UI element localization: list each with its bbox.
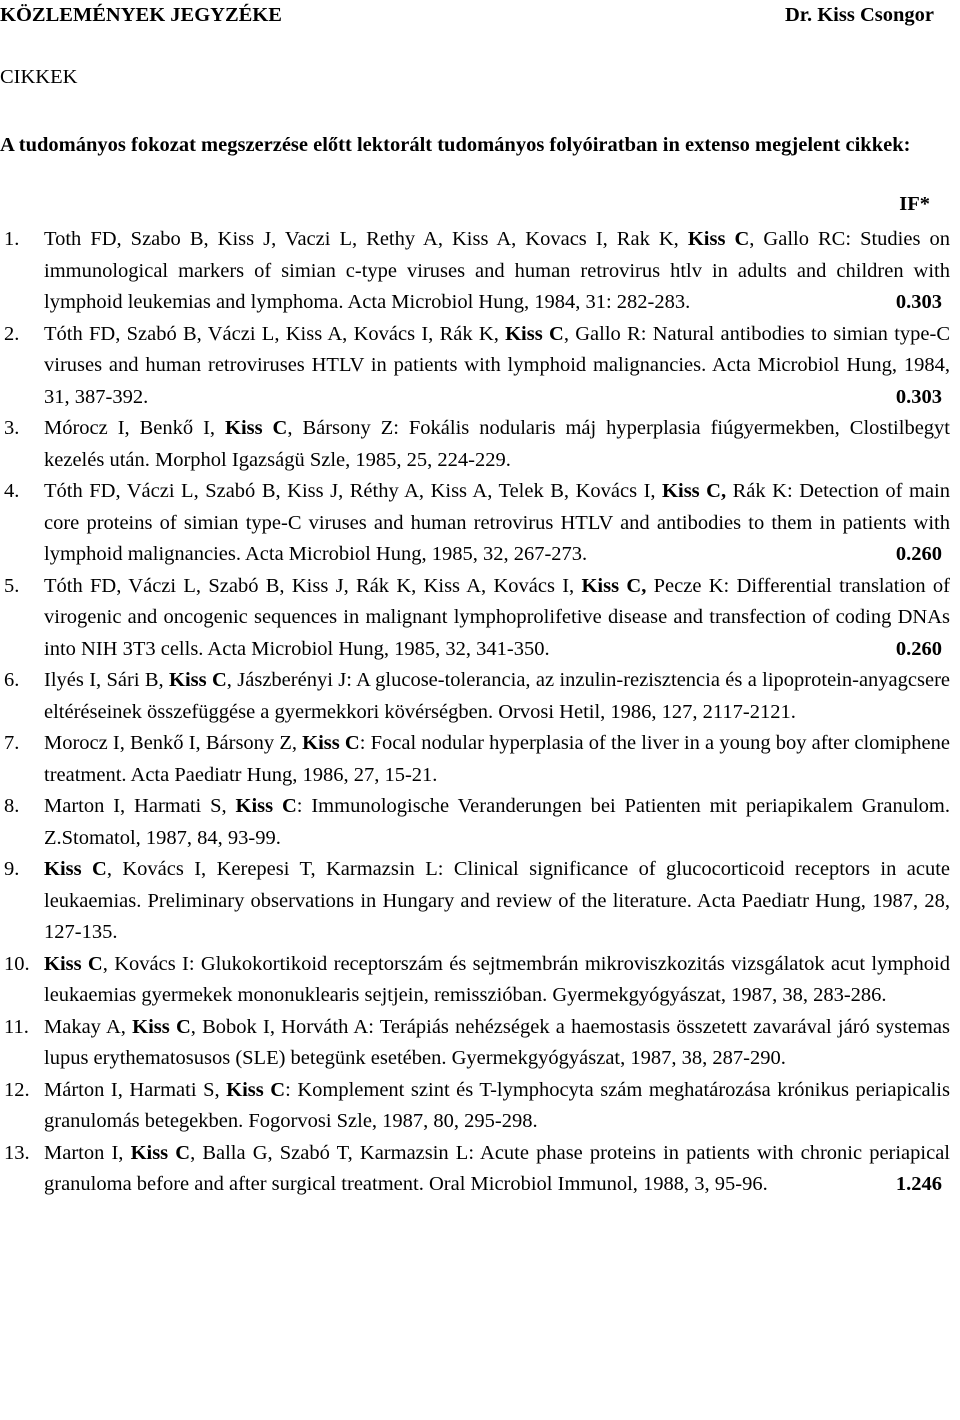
entry-citation: Rák K: Detection of main core proteins of simian type-C viruses and human retrovirus HTLV and antibodies to them in patients with lymphoid malignancies. Acta Microbiol Hung, 1985, 32, 267-273.: [44, 480, 950, 565]
entry-number: 3.: [4, 417, 20, 439]
entry-authors-before: Ilyés I, Sári B,: [44, 669, 170, 691]
entry-number: 5.: [4, 574, 20, 597]
entry-authors-before: Mórocz I, Benkő I,: [44, 417, 225, 439]
entry-author-highlight: Kiss C: [169, 669, 227, 691]
publication-entry: [0, 476, 955, 571]
entry-impact-factor: 0.303: [895, 385, 942, 408]
entry-citation: Pecze K: Differential translation of virogenic and oncogenic sequences in malignant lymphoprolifetive disease and transfection of coding DNAs into NIH 3T3 cells. Acta Microbiol Hung, 1985, 32, 341-350.: [44, 574, 951, 660]
entry-author-highlight: Kiss C: [226, 1078, 286, 1101]
entry-author-highlight: Kiss C: [225, 417, 288, 439]
entry-number: 13.: [4, 1141, 30, 1164]
entry-number: 10.: [4, 952, 30, 975]
entry-number: 2.: [4, 322, 20, 345]
entry-authors-before: Marton I, Harmati S,: [44, 795, 236, 817]
publication-entry: [0, 224, 955, 319]
publication-entry: [0, 1075, 955, 1138]
entry-authors-before: Tóth FD, Váczi L, Szabó B, Kiss J, Rák K, Kiss A, Kovács I,: [44, 574, 582, 597]
entry-citation: , Bársony Z: Fokális nodularis máj hyperplasia fiúgyermekben, Clostilbegyt kezelés után. Morphol Igazságü Szle, 1985, 25, 224-229.: [44, 417, 950, 471]
publication-list: [0, 224, 955, 1201]
entry-author-highlight: Kiss C: [132, 1015, 191, 1038]
entry-number: 9.: [4, 858, 20, 880]
publication-entry: [0, 791, 955, 854]
entry-author-highlight: Kiss C: [130, 1141, 191, 1164]
publication-entry: [0, 854, 955, 949]
entry-citation: , Bobok I, Horváth A: Terápiás nehézségek a haemostasis összetett zavarával járó systemas lupus erythematosusos (SLE) betegünk esetében. Gyermekgyógyászat, 1987, 38, 287-290.: [44, 1015, 951, 1069]
publication-entry: [0, 949, 955, 1012]
page-header: [0, 4, 934, 32]
intro-heading: A tudományos fokozat megszerzése előtt lektorált tudományos folyóiratban in extenso megjelent cikkek:: [0, 134, 911, 156]
entry-authors-before: Morocz I, Benkő I, Bársony Z,: [44, 732, 303, 754]
author-name: Dr. Kiss Csongor: [784, 4, 934, 26]
entry-number: 6.: [4, 669, 20, 691]
publication-entry: [0, 571, 955, 666]
entry-authors-before: Makay A,: [44, 1015, 133, 1038]
section-title: CIKKEK: [0, 66, 78, 88]
entry-impact-factor: 0.260: [895, 637, 942, 660]
entry-author-highlight: Kiss C: [687, 228, 750, 250]
entry-authors-before: Marton I,: [44, 1141, 131, 1164]
entry-author-highlight: Kiss C: [44, 952, 103, 975]
publication-entry: [0, 319, 955, 414]
publication-entry: [0, 728, 955, 791]
publication-entry: [0, 665, 955, 728]
entry-author-highlight: Kiss C: [505, 322, 564, 345]
entry-author-highlight: Kiss C: [302, 732, 360, 754]
entry-author-highlight: Kiss C,: [662, 480, 727, 502]
entry-citation: , Balla G, Szabó T, Karmazsin L: Acute phase proteins in patients with chronic periapical granuloma before and after surgical treatment. Oral Microbiol Immunol, 1988, 3, 95-96.: [44, 1141, 950, 1195]
entry-citation: : Komplement szint és T-lymphocyta szám meghatározása krónikus periapicalis granulomás betegekben. Fogorvosi Szle, 1987, 80, 295-298.: [44, 1078, 950, 1132]
document-title: KÖZLEMÉNYEK JEGYZÉKE: [0, 4, 282, 26]
entry-citation: , Jászberényi J: A glucose-tolerancia, az inzulin-rezisztencia és a lipoprotein-anyagcsere eltéréseinek összefüggése a gyermekkori kövérségben. Orvosi Hetil, 1986, 127, 2117-2121.: [44, 669, 950, 723]
entry-citation: , Kovács I, Kerepesi T, Karmazsin L: Clinical significance of glucocorticoid receptors in acute leukaemias. Preliminary observations in Hungary and review of the literature. Acta Paediatr Hung, 1987, 28, 127-135.: [44, 858, 950, 943]
entry-number: 8.: [4, 795, 20, 817]
publication-entry: [0, 1138, 955, 1201]
entry-impact-factor: 0.260: [895, 543, 942, 565]
entry-citation: , Kovács I: Glukokortikoid receptorszám és sejtmembrán mikroviszkozitás vizsgálatok acut lymphoid leukaemias gyermekek mononuklearis sejtjein, remisszióban. Gyermekgyógyászat, 1987, 38, 283-286.: [44, 952, 951, 1006]
entry-author-highlight: Kiss C,: [581, 574, 647, 597]
entry-citation: , Gallo R: Natural antibodies to simian type-C viruses and human retroviruses HTLV in patients with lymphoid malignancies. Acta Microbiol Hung, 1984, 31, 387-392.: [44, 322, 950, 408]
entry-authors-before: Toth FD, Szabo B, Kiss J, Vaczi L, Rethy A, Kiss A, Kovacs I, Rak K,: [44, 228, 688, 250]
entry-author-highlight: Kiss C: [235, 795, 297, 817]
entry-number: 12.: [4, 1078, 30, 1101]
entry-citation: , Gallo RC: Studies on immunological markers of simian c-type viruses and human retrovirus htlv in adults and children with lymphoid leukemias and lymphoma. Acta Microbiol Hung, 1984, 31: 282-283.: [44, 228, 950, 313]
entry-impact-factor: 1.246: [895, 1173, 942, 1195]
entry-number: 1.: [4, 228, 20, 250]
entry-authors-before: Márton I, Harmati S,: [44, 1078, 227, 1101]
entry-authors-before: Tóth FD, Váczi L, Szabó B, Kiss J, Réthy A, Kiss A, Telek B, Kovács I,: [44, 480, 663, 502]
entry-number: 11.: [4, 1015, 29, 1038]
entry-number: 7.: [4, 732, 20, 754]
entry-author-highlight: Kiss C: [44, 858, 107, 880]
entry-impact-factor: 0.303: [895, 291, 942, 313]
entry-authors-before: Tóth FD, Szabó B, Váczi L, Kiss A, Kovács I, Rák K,: [44, 322, 506, 345]
publication-entry: [0, 1012, 955, 1075]
publication-entry: [0, 413, 955, 476]
entry-citation: : Immunologische Veranderungen bei Patienten mit periapikalem Granulom. Z.Stomatol, 1987, 84, 93-99.: [44, 795, 951, 849]
impact-factor-header: IF*: [899, 193, 930, 215]
entry-number: 4.: [4, 480, 20, 502]
entry-citation: : Focal nodular hyperplasia of the liver in a young boy after clomiphene treatment. Acta Paediatr Hung, 1986, 27, 15-21.: [44, 732, 951, 786]
